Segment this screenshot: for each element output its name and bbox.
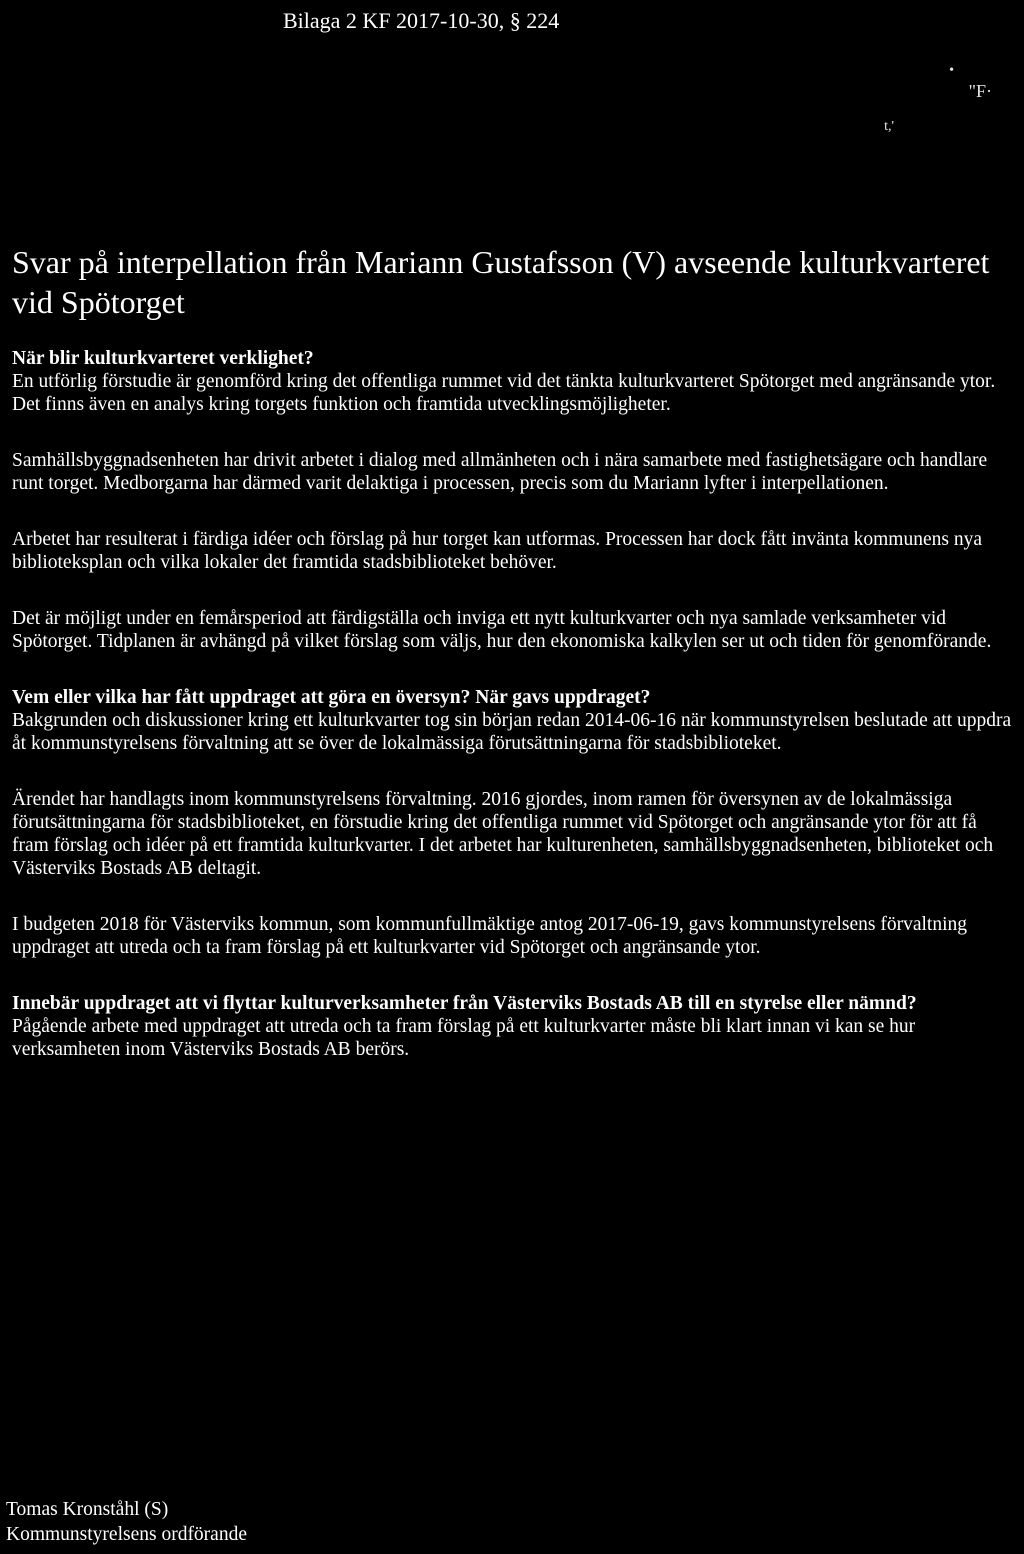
scan-mark-top-right: "F·: [968, 81, 992, 101]
question-heading: Innebär uppdraget att vi flyttar kulturverksamheter från Västerviks Bostads AB till en styrelse eller nämnd?: [12, 993, 917, 1014]
signature-block: [6, 1497, 247, 1547]
document-body: [12, 347, 1012, 1061]
signatory-role: Kommunstyrelsens ordförande: [6, 1524, 247, 1545]
scan-mark-small: t,': [884, 119, 894, 134]
question-heading: Vem eller vilka har fått uppdraget att göra en översyn? När gavs uppdraget?: [12, 687, 651, 708]
answer-paragraph: En utförlig förstudie är genomförd kring det offentliga rummet vid det tänkta kulturkvarteret Spötorget med angränsande ytor. Det finns även en analys kring torgets funktion och framtida utvecklingsmöjligheter.: [12, 371, 996, 415]
answer-paragraph: Bakgrunden och diskussioner kring ett kulturkvarter tog sin början redan 2014-06-16 när kommunstyrelsen beslutade att uppdra åt kommunstyrelsens förvaltning att se över de lokalmässiga förutsättningarna för stadsbiblioteket.: [12, 710, 1012, 754]
document-reference: Bilaga 2 KF 2017-10-30, § 224: [283, 8, 560, 33]
answer-paragraph: Samhällsbyggnadsenheten har drivit arbetet i dialog med allmänheten och i nära samarbete med fastighetsägare och handlare runt torget. Medborgarna har därmed varit delaktiga i processen, precis som du Mariann lyfter i interpellationen.: [12, 450, 988, 494]
answer-paragraph: Det är möjligt under en femårsperiod att färdigställa och inviga ett nytt kulturkvarter och nya samlade verksamheter vid Spötorget. Tidplanen är avhängd på vilket förslag som väljs, hur den ekonomiska kalkylen ser ut och tiden för genomförande.: [12, 608, 992, 652]
question-heading: När blir kulturkvarteret verklighet?: [12, 348, 314, 369]
signatory-name: Tomas Kronståhl (S): [6, 1499, 169, 1520]
scan-mark-dot: •: [949, 63, 954, 78]
answer-paragraph: Pågående arbete med uppdraget att utreda och ta fram förslag på ett kulturkvarter måste bli klart innan vi kan se hur verksamheten inom Västerviks Bostads AB berörs.: [12, 1016, 916, 1060]
answer-paragraph: Ärendet har handlagts inom kommunstyrelsens förvaltning. 2016 gjordes, inom ramen för översynen av de lokalmässiga förutsättningarna för stadsbiblioteket, en förstudie kring det offentliga rummet vid Spötorget och angränsande ytor för att få fram förslag och idéer på ett framtida kulturkvarter. I det arbetet har kulturenheten, samhällsbyggnadsenheten, biblioteket och Västerviks Bostads AB deltagit.: [12, 789, 994, 879]
answer-paragraph: Arbetet har resulterat i färdiga idéer och förslag på hur torget kan utformas. Processen har dock fått invänta kommunens nya biblioteksplan och vilka lokaler det framtida stadsbiblioteket behöver.: [12, 529, 982, 573]
answer-paragraph: I budgeten 2018 för Västerviks kommun, som kommunfullmäktige antog 2017-06-19, gavs kommunstyrelsens förvaltning uppdraget att utreda och ta fram förslag på ett kulturkvarter vid Spötorget och angränsande ytor.: [12, 914, 968, 958]
document-title: Svar på interpellation från Mariann Gustafsson (V) avseende kulturkvarteret vid Spötorget: [12, 244, 990, 320]
